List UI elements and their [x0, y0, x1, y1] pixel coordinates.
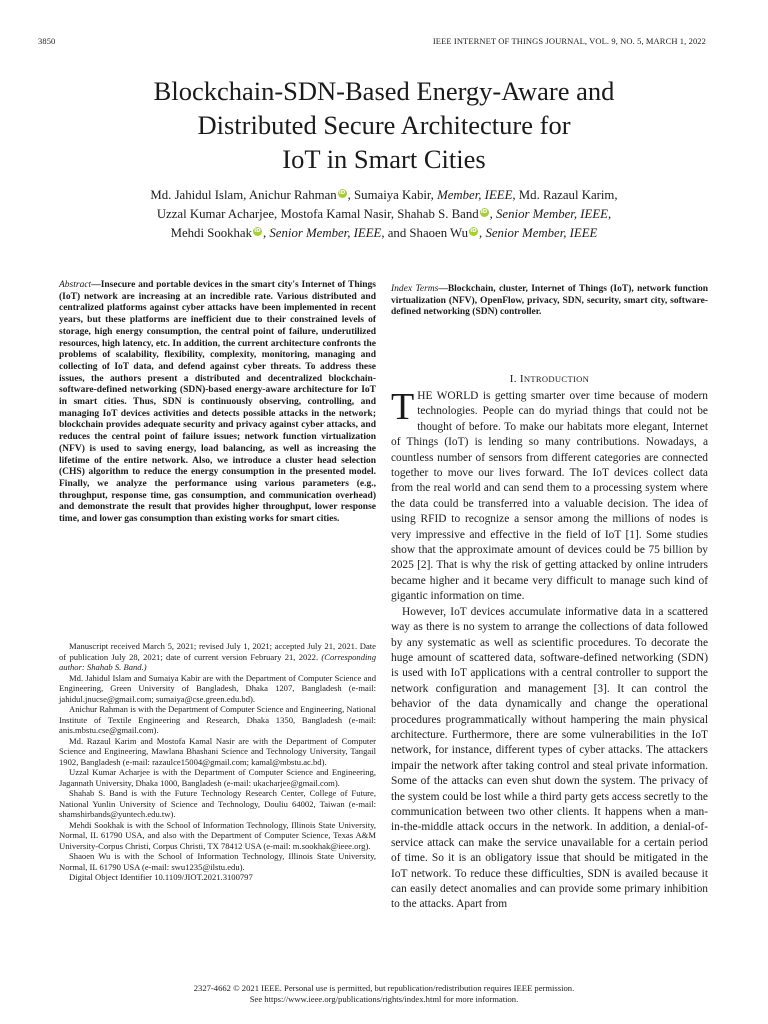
footnote: Uzzal Kumar Acharjee is with the Department of Computer Science and Engineering, Jagannath University, Dhaka 1000, Bangladesh (e-mail: ukacharjee@gmail.com). [59, 767, 376, 788]
orcid-icon[interactable]: iD [480, 209, 488, 215]
author-role: Member, IEEE, [437, 188, 516, 202]
footnote: Mehdi Sookhak is with the School of Information Technology, Illinois State University, Normal, IL 61790 USA, and also with the Department of Computer Science, Texas A&M University-Corpus Christi, Corpus Christi, TX 78412 USA (e-mail: m.sookhak@ieee.org). [59, 819, 376, 851]
index-terms-dash: — [438, 284, 448, 294]
paragraph [391, 386, 708, 605]
index-terms [391, 284, 708, 319]
footnote: Md. Jahidul Islam and Sumaiya Kabir are with the Department of Computer Science and Engineering, Green University of Bangladesh, Dhaka 1207, Bangladesh (e-mail: jahidul.jnucse@gmail.com; sumaiya@cse.green.edu.bd). [59, 672, 376, 704]
title-line: IoT in Smart Cities [282, 144, 486, 174]
section-number: I. [509, 373, 520, 385]
orcid-icon[interactable]: iD [254, 228, 261, 234]
body-text [391, 386, 708, 913]
author-names: Mehdi Sookhak [170, 226, 252, 240]
running-header: IEEE INTERNET OF THINGS JOURNAL, VOL. 9, NO. 5, MARCH 1, 2022 [432, 36, 706, 46]
abstract-label: Abstract [59, 280, 92, 290]
footnote: Shahab S. Band is with the Future Technology Research Center, College of Future, National Yunlin University of Science and Technology, Douliu 64002, Taiwan (e-mail: shamshirbands@yuntech.edu.tw). [59, 788, 376, 819]
author-names: , Sumaiya Kabir, [347, 188, 438, 202]
author-names: Md. Razaul Karim, [515, 188, 618, 202]
abstract-text: Insecure and portable devices in the smart city's Internet of Things (IoT) network are increasing at an incredible rate. Various distributed and centralized platforms against cyber attacks have been implemented in recent years, but these platforms are inefficient due to their constrained levels of storage, high energy consumption, the central point of failure, underutilized resources, high latency, etc. In addition, the current architecture confronts the problems of scalability, flexibility, complexity, monitoring, managing and collecting of IoT data, and defend against cyber threats. To address these issues, the authors present a distributed and decentralized blockchain-software-defined networking (SDN)-based energy-aware architecture for IoT in smart cities. Thus, SDN is continuously observing, controlling, and managing IoT devices activities and detects possible attacks in the network; blockchain provides adequate security and privacy against cyber attacks, and reduces the central point of failure issues; network function virtualization (NFV) is used to saving energy, load balancing, as well as increasing the lifetime of the entire network. Also, we introduce a cluster head selection (CHS) algorithm to reduce the energy consumption in the presented model. Finally, we analyze the performance using various parameters (e.g., throughput, response time, gas consumption, and communication overhead) and demonstrate the result that provides higher throughput, lower response time, and lower gas consumption than existing works for smart cities. [59, 280, 376, 525]
author-list [40, 186, 728, 243]
author-names: and Shaoen Wu [384, 226, 469, 240]
abstract-dash: — [91, 280, 101, 290]
title-line: Blockchain-SDN-Based Energy-Aware and [153, 76, 615, 106]
section-heading [391, 373, 708, 385]
index-terms-text: Blockchain, cluster, Internet of Things (IoT), network function virtualization (NFV), OpenFlow, privacy, SDN, security, smart city, software-defined networking (SDN) controller. [391, 284, 708, 318]
footnote: Shaoen Wu is with the School of Information Technology, Illinois State University, Normal, IL 61790 USA (e-mail: swu1235@ilstu.edu). [59, 851, 376, 872]
paper-title [0, 74, 768, 176]
copyright-line: See https://www.ieee.org/publications/rights/index.html for more information. [249, 993, 519, 1004]
section-title-rest: NTRODUCTION [523, 374, 590, 384]
orcid-icon[interactable]: iD [470, 228, 477, 234]
footnote [59, 641, 376, 673]
title-line: Distributed Secure Architecture for [197, 110, 571, 140]
footnote: Md. Razaul Karim and Mostofa Kamal Nasir are with the Department of Computer Science and Engineering, Mawlana Bhashani Science and Technology University, Tangail 1902, Bangladesh (e-mail: razaulce15004@gmail.com; kamal@mbstu.ac.bd). [59, 735, 376, 767]
paragraph-text: is getting smarter over time because of modern technologies. People can do myriad things that could not be thought of before. To make our habitats more elegant, Internet of Things (IoT) is lending so many contributions. Nowadays, a countless number of sensors from different categories are connected together to move our lives forward. The IoT devices collect data from the real world and can send them to a processing system where the data could be transferred into a valuable decision. The idea of using RFID to recognize a sensor among the millions of nodes is very impressive and effective in the field of IoT [1]. Some studies show that the approximate amount of devices could be 75 billion by 2025 [2]. That is why the risk of getting attacked by online intruders became higher and it became very difficult to manage such kind of gigantic information on time. [391, 390, 708, 603]
author-names: Md. Jahidul Islam, Anichur Rahman [150, 188, 337, 202]
author-role: Senior Member, IEEE [485, 226, 598, 240]
footnote: Anichur Rahman is with the Department of Computer Science and Engineering, National Institute of Textile Engineering and Research, Dhaka 1350, Bangladesh (e-mail: anis.mbstu.cse@gmail.com). [59, 704, 376, 735]
index-terms-label: Index Terms [391, 284, 439, 294]
page-number: 3850 [38, 36, 56, 46]
drop-cap: T [391, 386, 415, 428]
copyright-line: 2327-4662 © 2021 IEEE. Personal use is permitted, but republication/redistribution requires IEEE permission. [193, 983, 575, 993]
author-line [40, 224, 728, 243]
separator: , [479, 226, 486, 240]
abstract [59, 280, 376, 526]
author-role: Senior Member, IEEE, [269, 226, 385, 240]
separator: , [263, 226, 270, 240]
footnote-text: Manuscript received March 5, 2021; revised July 1, 2021; accepted July 21, 2021. Date of publication July 28, 2021; date of current version February 21, 2022. [59, 641, 376, 662]
author-line [40, 205, 728, 224]
copyright-notice [0, 983, 768, 1004]
footnotes [59, 641, 376, 883]
lead-in: HE WORLD [417, 390, 479, 402]
author-names: Uzzal Kumar Acharjee, Mostofa Kamal Nasir, Shahab S. Band [156, 207, 479, 221]
section-title-cap: I [519, 373, 524, 385]
author-line [40, 186, 728, 205]
separator: , [489, 207, 497, 221]
doi: Digital Object Identifier 10.1109/JIOT.2021.3100797 [69, 872, 253, 882]
orcid-icon[interactable]: iD [338, 190, 346, 196]
author-role: Senior Member, IEEE, [496, 207, 612, 221]
paragraph: However, IoT devices accumulate informative data in a scattered way as there is no system to arrange the collections of data followed by any systematic as well as scientific procedures. To decorate the huge amount of scattered data, software-defined networking (SDN) is used with IoT applications with a central controller to support the network configuration and management [3]. It can control the behavior of the data dynamically and change the operational procedures programmatically without hampering the main physical architecture. Furthermore, there are some vulnerabilities in the IoT network, for instance, different types of cyber attacks. The attackers impair the network after taking control and steal private information. Some of the attacks can even shut down the system. The privacy of the system could be lost while a third party gets access secretly to the communication between two other clients. It happens when a man-in-the-middle attack occurs in the network. In addition, a denial-of-service attack can make the service unavailable for a certain period of time. So it is an obligatory issue that should be mitigated in the IoT network. To reduce these difficulties, SDN is availed because it can easily detect anomalies and can provide some primary inhibition to the attacks. Apart from [391, 605, 708, 911]
corresponding-author: (Corresponding author: Shahab S. Band.) [59, 651, 376, 672]
